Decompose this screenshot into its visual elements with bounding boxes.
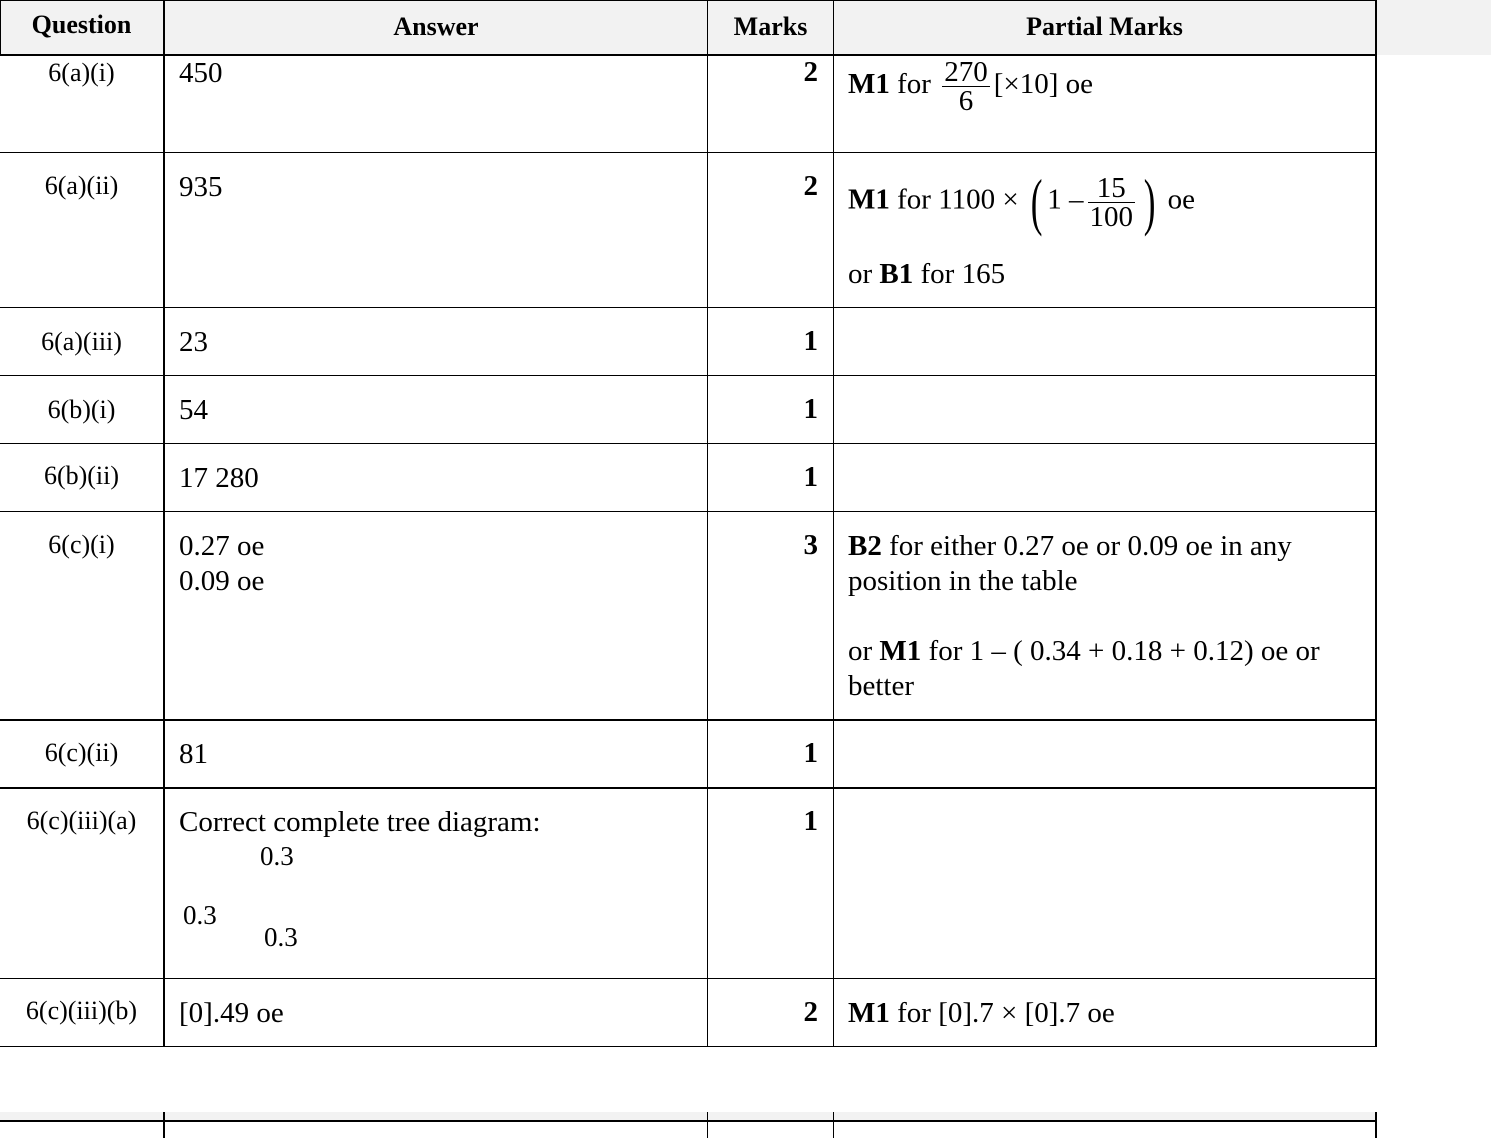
answer-text: Correct complete tree diagram:: [179, 806, 541, 838]
question-number: 6(c)(i): [48, 530, 115, 559]
mark-code: M1: [848, 997, 890, 1029]
question-number: 6(c)(iii)(b): [25, 996, 138, 1025]
partial-text: for either 0.27 oe or 0.09 oe in any position in the table: [848, 530, 1292, 597]
header-marks: Marks: [733, 12, 808, 41]
row-divider: [0, 511, 1376, 512]
fraction: [1088, 171, 1136, 233]
partial-marks-text: [848, 58, 1093, 115]
tree-diagram-label: 0.3: [264, 922, 298, 952]
right-paren: ): [1143, 166, 1156, 237]
row-divider: [0, 152, 1376, 153]
column-divider: [707, 0, 708, 1047]
marks-value: 1: [803, 325, 818, 357]
marks-value: 1: [803, 737, 818, 769]
question-number: 6(b)(i): [47, 395, 116, 424]
answer-text: 81: [179, 738, 208, 770]
row-divider: [0, 307, 1376, 308]
answer-text: 450: [179, 57, 223, 89]
fraction-numerator: 270: [944, 56, 988, 88]
tree-diagram-label: 0.3: [183, 900, 217, 930]
fraction-denominator: 100: [1089, 200, 1134, 233]
mark-code: M1: [879, 635, 922, 667]
question-number: 6(a)(iii): [41, 327, 122, 356]
partial-text: for 1100 ×: [889, 183, 1019, 216]
column-divider: [707, 1112, 708, 1138]
row-divider: [0, 787, 1376, 789]
partial-text: [×10] oe: [993, 68, 1093, 101]
fraction-denominator: 6: [942, 86, 990, 115]
column-divider: [1375, 1112, 1377, 1138]
mark-code: B2: [848, 530, 882, 562]
header-partial-marks: Partial Marks: [1026, 12, 1183, 41]
partial-text: 1 –: [1047, 183, 1084, 216]
mark-code: M1: [848, 183, 890, 216]
answer-text: 23: [179, 326, 208, 358]
answer-text: 0.27 oe: [179, 530, 265, 562]
question-number: 6(b)(ii): [43, 461, 120, 490]
column-divider: [1375, 0, 1377, 1047]
partial-text: or: [848, 258, 880, 290]
row-divider: [0, 443, 1376, 444]
mark-code: B1: [879, 258, 914, 290]
answer-text: 935: [179, 171, 223, 203]
partial-text: oe: [1167, 183, 1195, 216]
question-number: 6(a)(ii): [44, 171, 119, 200]
question-number: 6(a)(i): [48, 58, 115, 87]
mark-code: M1: [848, 68, 890, 101]
column-divider: [833, 1112, 834, 1138]
row-divider: [0, 375, 1376, 376]
marks-value: 2: [803, 56, 818, 88]
answer-text: [0].49 oe: [179, 997, 284, 1029]
column-divider: [833, 0, 834, 1047]
question-number: 6(c)(ii): [44, 738, 119, 767]
tree-diagram-label: 0.3: [260, 841, 294, 871]
answer-text: 17 280: [179, 462, 259, 494]
marks-value: 2: [803, 170, 818, 202]
partial-text: or: [848, 635, 880, 667]
left-paren: (: [1030, 166, 1043, 237]
fraction: [942, 58, 990, 115]
column-divider: [163, 0, 165, 1047]
partial-marks-text: [848, 257, 1005, 292]
partial-text: for 165: [913, 258, 1006, 290]
row-divider: [0, 978, 1376, 979]
column-divider: [163, 1112, 165, 1138]
header-question: Question: [31, 10, 132, 39]
partial-marks-text: [848, 996, 1115, 1031]
partial-text: for: [889, 68, 939, 101]
row-divider: [0, 719, 1376, 721]
header-answer: Answer: [393, 12, 479, 41]
marks-value: 2: [803, 996, 818, 1028]
partial-marks-text: [848, 166, 1195, 237]
answer-text: 54: [179, 394, 208, 426]
marks-value: 3: [803, 529, 818, 561]
marks-value: 1: [803, 805, 818, 837]
partial-text: for [0].7 × [0].7 oe: [889, 997, 1115, 1029]
row-divider: [0, 0, 1376, 1]
row-divider: [0, 1120, 1376, 1122]
marks-value: 1: [803, 393, 818, 425]
fraction-numerator: 15: [1096, 171, 1126, 204]
row-divider: [0, 1046, 1376, 1047]
question-number: 6(c)(iii)(a): [26, 806, 137, 835]
marks-value: 1: [803, 461, 818, 493]
partial-text: for 1 – ( 0.34 + 0.18 + 0.12) oe or better: [848, 635, 1320, 702]
answer-text: 0.09 oe: [179, 565, 265, 597]
partial-marks-text: [848, 634, 1358, 704]
partial-marks-text: [848, 529, 1358, 599]
